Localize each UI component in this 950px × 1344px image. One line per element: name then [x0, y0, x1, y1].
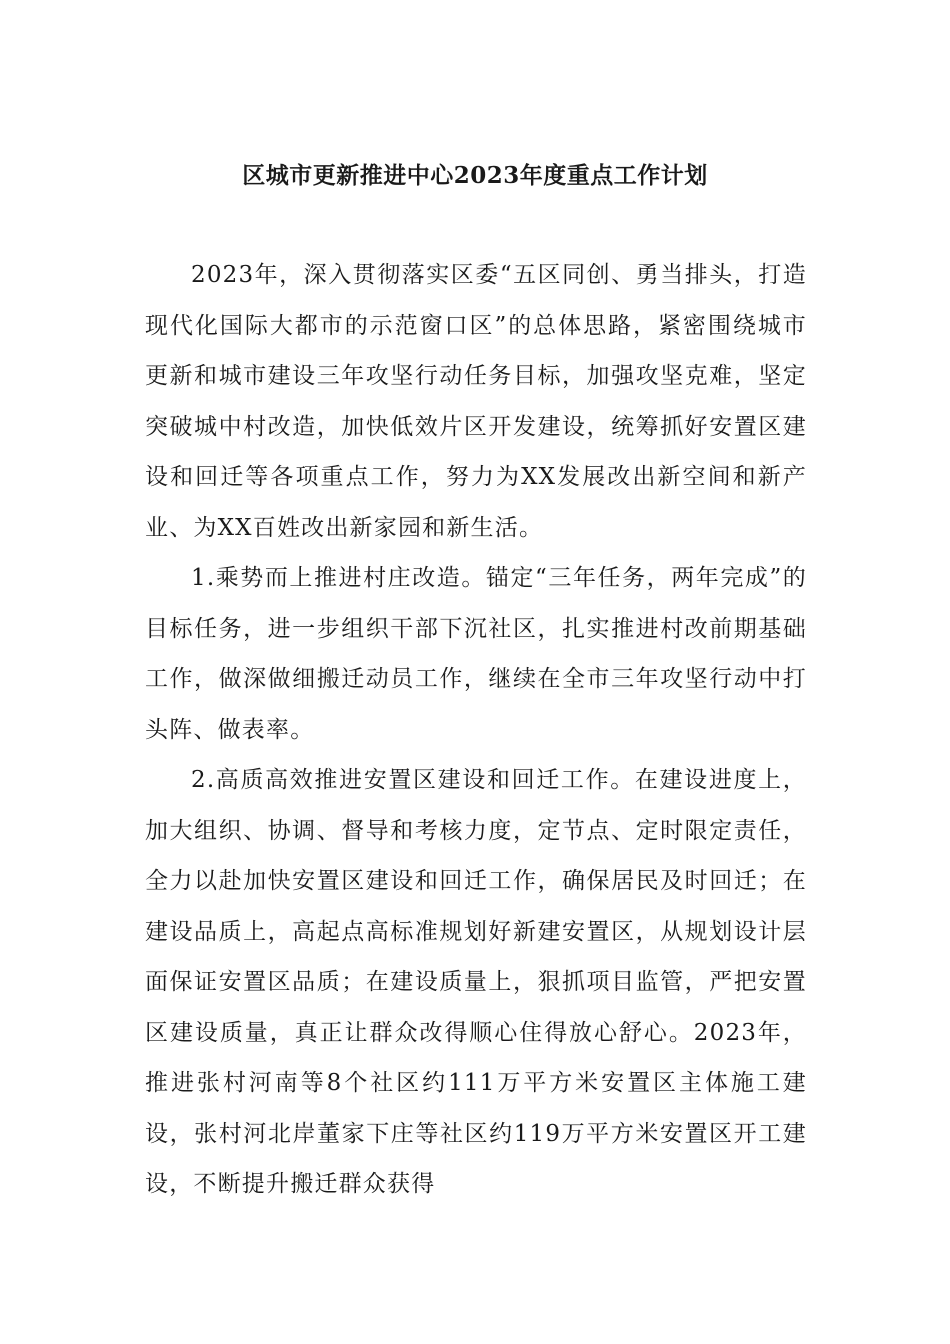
document-body — [145, 250, 807, 1210]
paragraph-intro: 2023年，深入贯彻落实区委“五区同创、勇当排头，打造现代化国际大都市的示范窗口区”的总体思路，紧密围绕城市更新和城市建设三年攻坚行动任务目标，加强攻坚克难，坚定突破城中村改造，加快低效片区开发建设，统筹抓好安置区建设和回迁等各项重点工作，努力为XX发展改出新空间和新产业、为XX百姓改出新家园和新生活。 — [145, 262, 807, 541]
paragraph-item-1: 1.乘势而上推进村庄改造。锚定“三年任务，两年完成”的目标任务，进一步组织干部下沉社区，扎实推进村改前期基础工作，做深做细搬迁动员工作，继续在全市三年攻坚行动中打头阵、做表率。 — [145, 565, 807, 743]
paragraph-item-2: 2.高质高效推进安置区建设和回迁工作。在建设进度上，加大组织、协调、督导和考核力度，定节点、定时限定责任，全力以赴加快安置区建设和回迁工作，确保居民及时回迁；在建设品质上，高起点高标准规划好新建安置区，从规划设计层面保证安置区品质；在建设质量上，狠抓项目监管，严把安置区建设质量，真正让群众改得顺心住得放心舒心。2023年，推进张村河南等8个社区约111万平方米安置区主体施工建设，张村河北岸董家下庄等社区约119万平方米安置区开工建设，不断提升搬迁群众获得 — [145, 767, 807, 1197]
document-title: 区城市更新推进中心2023年度重点工作计划 — [242, 162, 708, 189]
